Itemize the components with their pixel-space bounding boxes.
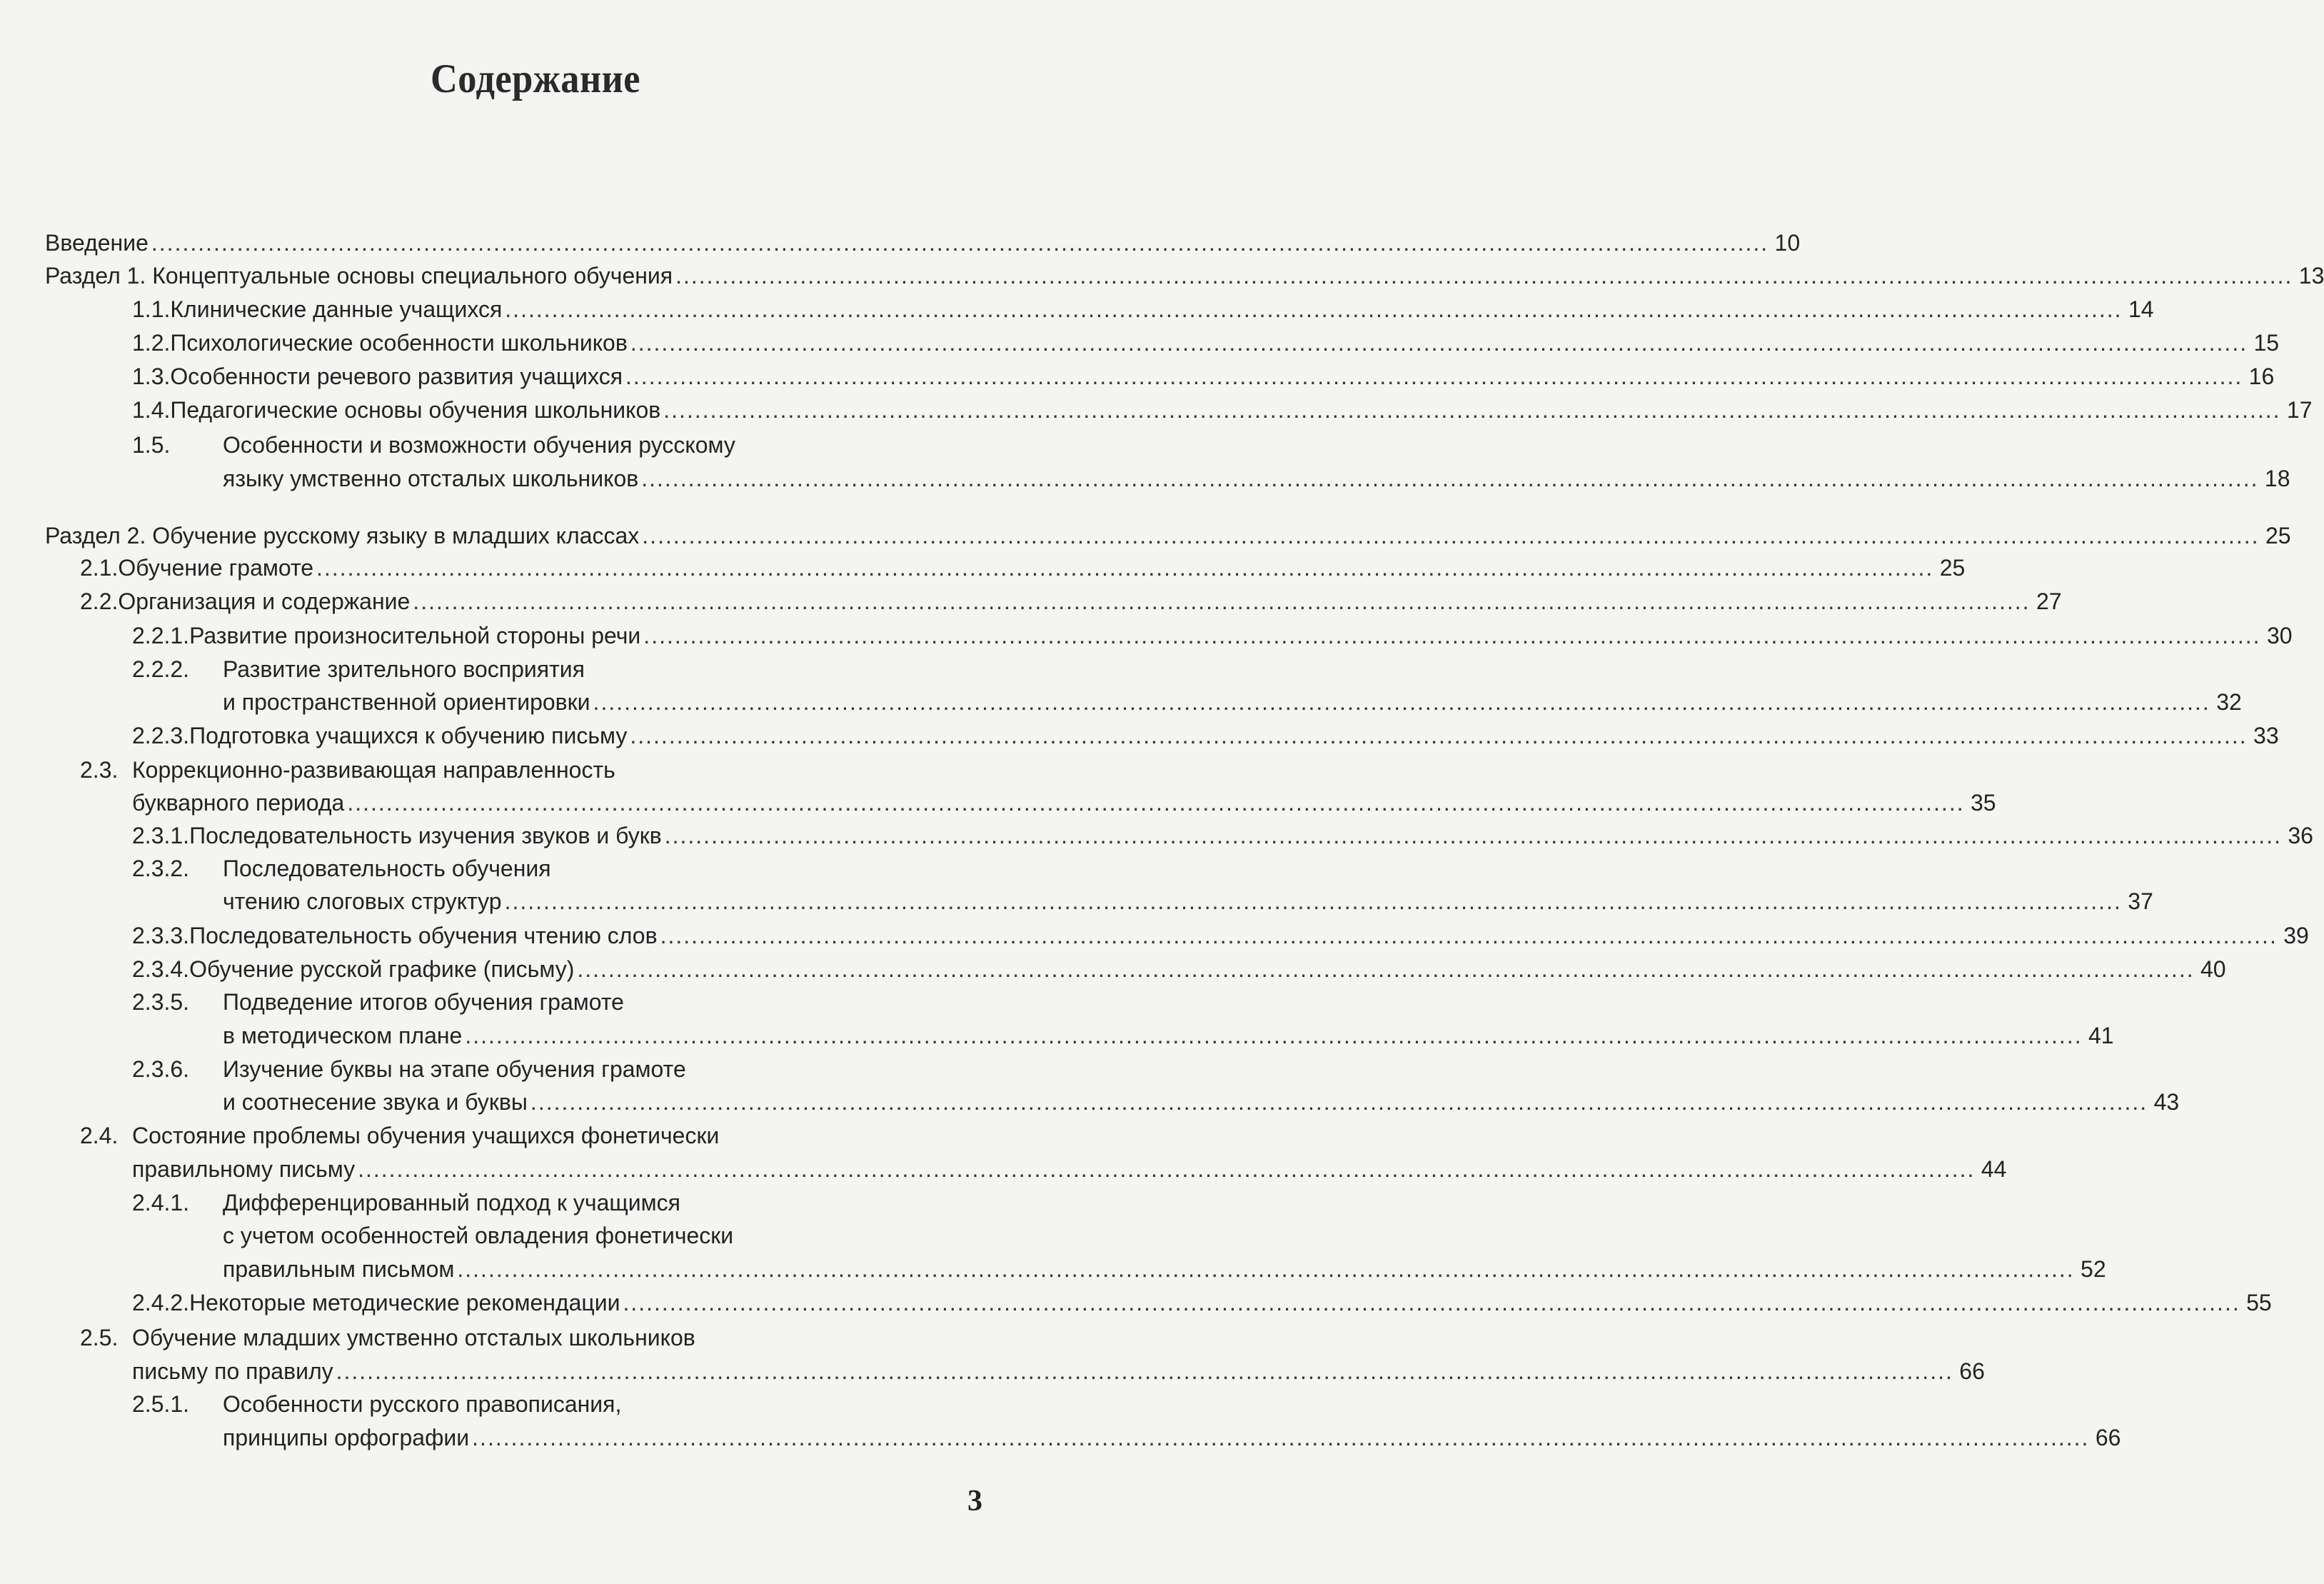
toc-entry-title: и пространственной ориентировки — [223, 689, 590, 715]
toc-line — [132, 621, 2293, 650]
toc-entry-title: Подведение итогов обучения грамоте — [223, 989, 624, 1015]
toc-line — [132, 431, 735, 459]
toc-line — [132, 1155, 2007, 1183]
toc-entry-title: букварного периода — [132, 790, 345, 816]
toc-line — [45, 261, 2324, 290]
dot-leader: ................................................................................................................................................................................................................ — [347, 790, 1965, 816]
dot-leader: ................................................................................................................................................................................................................ — [504, 888, 2122, 914]
page-number: 3 — [967, 1485, 982, 1518]
toc-page-number: 18 — [2264, 466, 2290, 491]
toc-page-number: 43 — [2153, 1089, 2180, 1115]
toc-entry-number: 2.3.3. — [132, 923, 190, 948]
dot-leader: ................................................................................................................................................................................................................ — [630, 723, 2248, 748]
dot-leader: ................................................................................................................................................................................................................ — [505, 296, 2123, 322]
toc-entry-number: 2.4.1. — [132, 1190, 190, 1215]
toc-page-number: 27 — [2036, 588, 2062, 614]
dot-leader: ................................................................................................................................................................................................................ — [641, 466, 2259, 491]
dot-leader: ................................................................................................................................................................................................................ — [336, 1358, 1953, 1384]
toc-entry-number: 2.3.1. — [132, 823, 190, 848]
toc-page-number: 40 — [2200, 956, 2226, 982]
toc-page-number: 35 — [1971, 790, 1996, 816]
dot-leader: ................................................................................................................................................................................................................ — [660, 923, 2278, 948]
toc-page-number: 13 — [2298, 263, 2324, 289]
dot-leader: ................................................................................................................................................................................................................ — [316, 555, 1934, 581]
toc-entry-title: письму по правилу — [132, 1358, 333, 1384]
toc-line — [80, 756, 615, 784]
toc-line — [80, 553, 1966, 582]
toc-entry-number: 2.2.2. — [132, 656, 190, 682]
toc-line — [132, 329, 2280, 357]
toc-line — [132, 821, 2313, 850]
dot-leader: ................................................................................................................................................................................................................ — [593, 689, 2210, 715]
toc-entry-title: Особенности речевого развития учащихся — [170, 364, 623, 389]
toc-entry-number: 1.1. — [132, 296, 171, 322]
dot-leader: ................................................................................................................................................................................................................ — [643, 623, 2261, 648]
toc-entry-title: Психологические особенности школьников — [170, 330, 628, 356]
toc-page-number: 15 — [2253, 330, 2280, 356]
toc-line — [132, 1288, 2272, 1317]
toc-line — [132, 362, 2275, 391]
dot-leader: ................................................................................................................................................................................................................ — [642, 523, 2260, 548]
toc-entry-title: и соотнесение звука и буквы — [223, 1089, 528, 1115]
toc-entry-title: Введение — [45, 230, 149, 256]
toc-line — [45, 521, 2291, 550]
toc-entry-title: Коррекционно-развивающая направленность — [132, 757, 615, 783]
toc-entry-title: Обучение младших умственно отсталых школьников — [132, 1325, 695, 1350]
toc-line — [223, 1255, 2106, 1283]
toc-entry-title: Последовательность обучения чтению слов — [189, 923, 658, 948]
toc-line — [132, 655, 585, 683]
toc-entry-title: Раздел 2. Обучение русскому языку в младших классах — [45, 523, 640, 548]
dot-leader: ................................................................................................................................................................................................................ — [358, 1156, 1976, 1182]
toc-page-number: 66 — [2095, 1425, 2121, 1450]
toc-page-number: 17 — [2286, 397, 2313, 423]
toc-entry-title: в методическом плане — [223, 1023, 463, 1048]
toc-line — [132, 295, 2154, 324]
toc-entry-title: Раздел 1. Концептуальные основы специального обучения — [45, 263, 673, 289]
toc-page-number: 52 — [2081, 1256, 2106, 1282]
toc-page-number: 39 — [2283, 923, 2309, 948]
dot-leader: ................................................................................................................................................................................................................ — [472, 1425, 2090, 1450]
toc-entry-number: 1.2. — [132, 330, 171, 356]
toc-entry-title: Организация и содержание — [118, 588, 411, 614]
toc-page-number: 25 — [1939, 555, 1966, 581]
toc-page-number: 66 — [1959, 1358, 1985, 1384]
toc-line — [80, 587, 2062, 616]
toc-entry-number: 2.3. — [80, 757, 119, 783]
toc-entry-number: 2.1. — [80, 555, 119, 581]
dot-leader: ................................................................................................................................................................................................................ — [457, 1256, 2075, 1282]
dot-leader: ................................................................................................................................................................................................................ — [530, 1089, 2148, 1115]
toc-line — [132, 788, 1996, 817]
toc-entry-title: правильным письмом — [223, 1256, 455, 1282]
toc-line — [132, 988, 624, 1016]
toc-entry-title: Развитие зрительного восприятия — [223, 656, 585, 682]
toc-page-number: 36 — [2288, 823, 2313, 848]
toc-page-number: 41 — [2088, 1023, 2114, 1048]
toc-line — [223, 1021, 2114, 1050]
toc-entry-title: чтению слоговых структур — [223, 888, 502, 914]
toc-entry-number: 2.4.2. — [132, 1290, 190, 1315]
toc-page-number: 14 — [2128, 296, 2154, 322]
toc-line — [132, 854, 551, 883]
toc-entry-number: 2.2.3. — [132, 723, 190, 748]
toc-entry-title: Клинические данные учащихся — [170, 296, 503, 322]
dot-leader: ................................................................................................................................................................................................................ — [630, 330, 2248, 356]
page-title: Содержание — [430, 56, 641, 101]
toc-entry-title: Последовательность обучения — [223, 856, 551, 881]
dot-leader: ................................................................................................................................................................................................................ — [465, 1023, 2083, 1048]
dot-leader: ................................................................................................................................................................................................................ — [625, 364, 2243, 389]
toc-line — [132, 1055, 686, 1083]
dot-leader: ................................................................................................................................................................................................................ — [664, 823, 2282, 848]
dot-leader: ................................................................................................................................................................................................................ — [151, 230, 1769, 256]
dot-leader: ................................................................................................................................................................................................................ — [577, 956, 2195, 982]
toc-line — [132, 955, 2226, 983]
toc-entry-title: правильному письму — [132, 1156, 356, 1182]
toc-entry-title: Развитие произносительной стороны речи — [189, 623, 641, 648]
toc-page-number: 25 — [2265, 523, 2291, 548]
toc-page-number: 16 — [2248, 364, 2275, 389]
toc-line — [80, 1323, 695, 1352]
toc-entry-title: Состояние проблемы обучения учащихся фонетически — [132, 1123, 720, 1148]
toc-entry-number: 2.2. — [80, 588, 119, 614]
toc-entry-title: с учетом особенностей овладения фонетически — [223, 1223, 734, 1248]
toc-entry-title: Дифференцированный подход к учащимся — [223, 1190, 680, 1215]
toc-entry-number: 2.2.1. — [132, 623, 190, 648]
toc-entry-title: принципы орфографии — [223, 1425, 470, 1450]
dot-leader: ................................................................................................................................................................................................................ — [623, 1290, 2240, 1315]
toc-page-number: 37 — [2128, 888, 2153, 914]
toc-entry-number: 1.3. — [132, 364, 171, 389]
toc-entry-number: 1.5. — [132, 432, 171, 458]
toc-line — [80, 1121, 719, 1150]
toc-line — [132, 721, 2279, 750]
toc-entry-number: 2.3.6. — [132, 1056, 190, 1082]
toc-entry-title: Особенности и возможности обучения русскому — [223, 432, 735, 458]
toc-page-number: 30 — [2266, 623, 2293, 648]
toc-line — [223, 1088, 2180, 1116]
toc-page-number: 44 — [1981, 1156, 2007, 1182]
toc-entry-title: Особенности русского правописания, — [223, 1391, 622, 1417]
toc-entry-title: Педагогические основы обучения школьников — [170, 397, 661, 423]
toc-line — [223, 464, 2290, 493]
toc-line — [223, 887, 2153, 916]
toc-entry-title: Обучение русской графике (письму) — [189, 956, 575, 982]
toc-entry-title: Подготовка учащихся к обучению письму — [189, 723, 628, 748]
toc-page-number: 10 — [1774, 230, 1801, 256]
toc-entry-title: языку умственно отсталых школьников — [223, 466, 639, 491]
toc-entry-number: 2.3.4. — [132, 956, 190, 982]
toc-entry-title: Некоторые методические рекомендации — [189, 1290, 620, 1315]
toc-line — [223, 1423, 2121, 1452]
toc-line — [45, 229, 1801, 257]
toc-entry-number: 2.5.1. — [132, 1391, 190, 1417]
toc-entry-number: 2.3.2. — [132, 856, 190, 881]
toc-line — [223, 688, 2242, 716]
toc-line — [132, 1390, 621, 1418]
toc-entry-number: 2.5. — [80, 1325, 119, 1350]
toc-page-number: 55 — [2246, 1290, 2272, 1315]
toc-entry-number: 1.4. — [132, 397, 171, 423]
toc-entry-title: Последовательность изучения звуков и букв — [189, 823, 662, 848]
toc-entry-title: Обучение грамоте — [118, 555, 314, 581]
toc-line — [132, 1357, 1985, 1385]
toc-entry-title: Изучение буквы на этапе обучения грамоте — [223, 1056, 686, 1082]
toc-entry-number: 2.3.5. — [132, 989, 190, 1015]
dot-leader: ................................................................................................................................................................................................................ — [663, 397, 2281, 423]
toc-page-number: 32 — [2216, 689, 2242, 715]
toc-line — [132, 921, 2309, 950]
toc-page-number: 33 — [2253, 723, 2279, 748]
dot-leader: ................................................................................................................................................................................................................ — [413, 588, 2031, 614]
toc-line — [132, 1188, 680, 1217]
toc-line — [223, 1221, 733, 1250]
toc-line — [132, 396, 2313, 424]
dot-leader: ................................................................................................................................................................................................................ — [675, 263, 2293, 289]
toc-entry-number: 2.4. — [80, 1123, 119, 1148]
